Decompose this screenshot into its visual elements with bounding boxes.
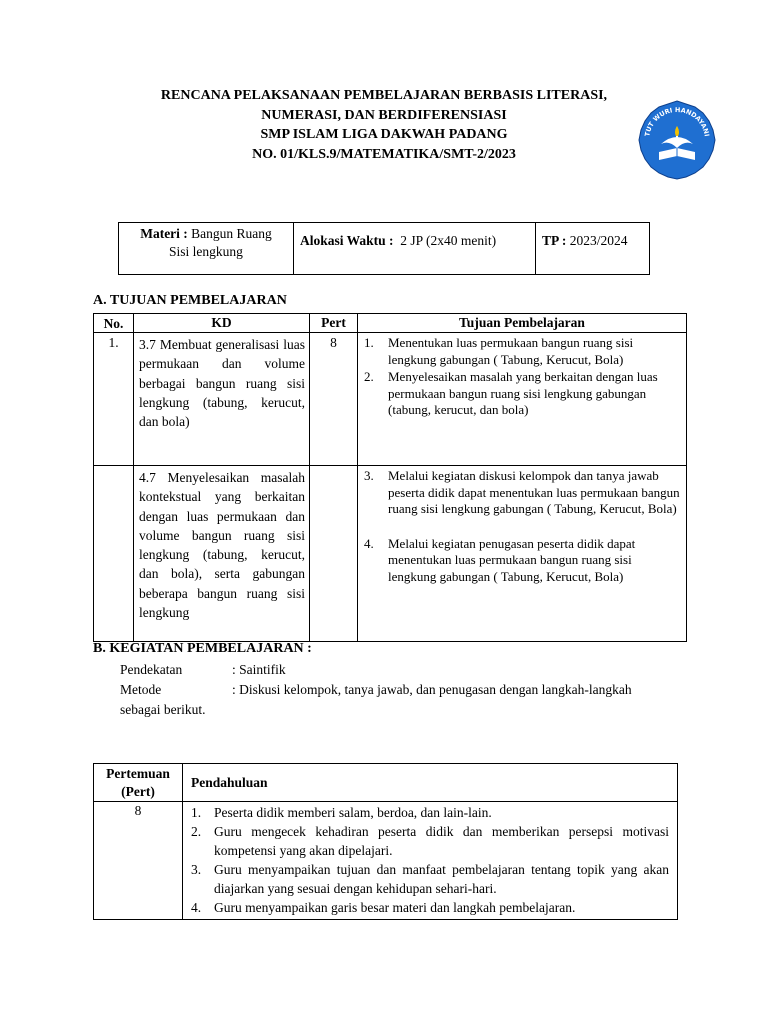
list-item [191,803,669,822]
tp-label: TP : [542,233,567,248]
list-item [191,898,669,917]
pendekatan-line [120,660,286,680]
header-line-2: NUMERASI, DAN BERDIFERENSIASI [261,107,507,123]
section-a-title: A. TUJUAN PEMBELAJARAN [93,293,287,308]
item-text: Guru menyampaikan garis besar materi dan langkah pembelajaran. [214,900,576,915]
row-no: 1. [94,333,134,466]
materi-cell [119,223,294,275]
tujuan-table-header [94,314,687,333]
item-text: Menentukan luas permukaan bangun ruang sisi lengkung gabungan ( Tabung, Kerucut, Bola) [388,335,634,367]
header-pendahuluan: Pendahuluan [183,764,678,802]
item-number: 4. [364,535,374,551]
row-pert [310,466,358,642]
header-tujuan: Tujuan Pembelajaran [358,314,687,333]
list-item [364,335,680,368]
item-text: Melalui kegiatan penugasan peserta didik dapat menentukan luas permukaan bangun ruang sisi lengkung gabungan ( Tabung, Kerucut, Bola) [388,535,636,584]
list-item [364,536,680,586]
table-row [94,333,687,466]
materi-label: Materi : [140,226,188,241]
row-activities [183,802,678,920]
header-no: No. [94,314,134,333]
item-text: Guru menyampaikan tujuan dan manfaat pembelajaran tentang topik yang akan diajarkan yang sesuai dengan kehidupan sehari-hari. [214,862,669,896]
header-pertemuan: Pertemuan (Pert) [94,764,183,802]
row-pert: 8 [310,333,358,466]
item-text: Guru mengecek kehadiran peserta didik dan memberikan persepsi motivasi kompetensi yang akan dipelajari. [214,824,669,858]
alokasi-label: Alokasi Waktu : [300,233,394,248]
kegiatan-table-header [94,764,678,802]
row-pert: 8 [94,802,183,920]
metode-label: Metode [120,682,162,697]
table-row [94,802,678,920]
item-number: 4. [191,900,202,915]
item-number: 3. [191,862,202,877]
pendekatan-value: : Saintifik [232,662,286,677]
row-no [94,466,134,642]
item-number: 1. [191,805,202,820]
item-number: 3. [364,468,374,483]
item-number: 2. [364,369,374,384]
materi-value-line1: Bangun Ruang [191,226,272,241]
materi-value-line2: Sisi lengkung [169,244,243,259]
header-pert: Pert [310,314,358,333]
alokasi-cell [294,223,536,275]
header-line-1: RENCANA PELAKSANAAN PEMBELAJARAN BERBASIS LITERASI, [160,88,608,103]
info-table [118,222,650,275]
header-kd: KD [134,314,310,333]
item-number: 2. [191,824,202,839]
item-number: 1. [364,335,374,350]
alokasi-value: 2 JP (2x40 menit) [400,233,497,248]
tp-cell [536,223,650,275]
logo-motto: TUT WURI HANDAYANI [643,105,711,138]
metode-value: : Diskusi kelompok, tanya jawab, dan penugasan dengan langkah-langkah sebagai berikut. [120,682,632,717]
row-tujuan [358,466,687,642]
document-header [100,86,668,164]
tujuan-table [93,313,687,642]
row-kd: 4.7 Menyelesaikan masalah kontekstual yang berkaitan dengan luas permukaan dan volume bangun ruang sisi lengkung (tabung, kerucut, dan bola), serta gabungan beberapa bangun ruang sisi lengkung [134,466,310,642]
row-kd: 3.7 Membuat generalisasi luas permukaan dan volume berbagai bangun ruang sisi lengkung (tabung, kerucut, dan bola) [134,333,310,466]
tut-wuri-handayani-logo [637,100,717,180]
table-row [94,466,687,642]
pendekatan-label: Pendekatan [120,662,183,677]
item-text: Peserta didik memberi salam, berdoa, dan lain-lain. [214,805,492,820]
list-item [191,822,669,860]
section-b-title: B. KEGIATAN PEMBELAJARAN : [93,641,312,656]
row-tujuan [358,333,687,466]
list-item [191,860,669,898]
header-line-4: NO. 01/KLS.9/MATEMATIKA/SMT-2/2023 [252,146,516,162]
kegiatan-table [93,763,678,920]
metode-line [120,680,660,719]
list-item [364,369,680,419]
tp-value: 2023/2024 [569,233,628,248]
list-item [364,468,680,518]
item-text: Menyelesaikan masalah yang berkaitan dengan luas permukaan bangun ruang sisi lengkung gabungan (tabung, kerucut, dan bola) [388,369,658,417]
item-text: Melalui kegiatan diskusi kelompok dan tanya jawab peserta didik dapat menentukan luas permukaan bangun ruang sisi lengkung gabungan ( Tabung, Kerucut, Bola) [388,468,680,516]
header-line-3: SMP ISLAM LIGA DAKWAH PADANG [260,127,508,142]
